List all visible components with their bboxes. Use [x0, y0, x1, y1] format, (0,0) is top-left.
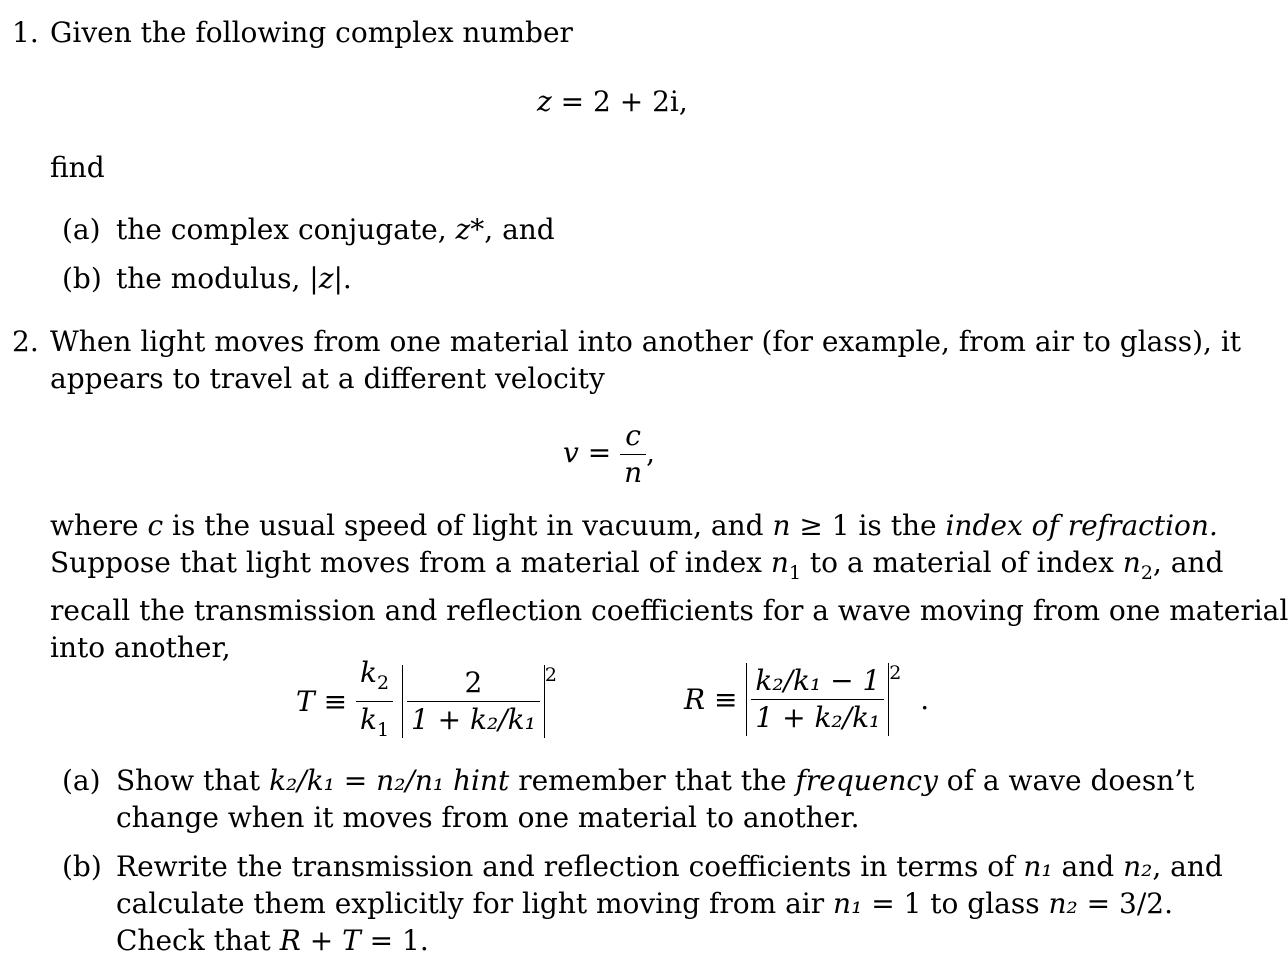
comma: ,	[646, 436, 656, 469]
text: Check that	[116, 924, 280, 957]
text: and	[1052, 850, 1124, 883]
denominator: 1 + k₂/k₁	[410, 703, 536, 736]
problem-2-number: 2.	[12, 325, 39, 358]
equiv: ≡	[323, 685, 348, 718]
k-ratio	[356, 655, 393, 748]
text-line: appears to travel at a different velocity	[50, 362, 605, 395]
text: of a wave doesn’t	[937, 764, 1195, 797]
numerator: 2	[407, 665, 540, 702]
abs-bars	[402, 665, 545, 738]
exponent: 2	[889, 662, 902, 684]
T: T	[296, 685, 315, 718]
text-line	[116, 762, 1195, 799]
text: remember that the	[509, 764, 796, 797]
fraction	[620, 418, 646, 491]
text-line: into another,	[50, 631, 231, 664]
math: n₂	[1048, 887, 1078, 920]
fraction	[751, 663, 884, 736]
abs-bars	[746, 663, 889, 736]
p2-part-b-text	[116, 848, 1223, 959]
p1-part-b-text	[116, 260, 352, 297]
denominator	[356, 702, 393, 748]
k: k	[359, 703, 377, 736]
text: the complex conjugate,	[116, 213, 456, 246]
text: calculate them explicitly for light moving from air	[116, 887, 834, 920]
text: , and	[484, 213, 555, 246]
math: n₂/n₁	[376, 764, 445, 797]
subscript: 2	[376, 672, 390, 694]
subscript: 2	[1140, 562, 1153, 584]
problem-1-equation	[537, 83, 688, 120]
math: n	[770, 546, 789, 579]
text: = 3/2.	[1077, 887, 1174, 920]
velocity-equation	[563, 418, 655, 491]
numerator	[356, 655, 393, 702]
p1-part-a-label: (a)	[62, 213, 101, 246]
math: n₁	[833, 887, 863, 920]
emphasis: index of refraction.	[945, 509, 1218, 542]
text-line	[50, 507, 1218, 544]
p2-part-a-label: (a)	[62, 764, 101, 797]
v: v	[563, 436, 579, 469]
subscript: 1	[788, 562, 802, 584]
text-line	[116, 848, 1223, 885]
problem-1-intro: Given the following complex number	[50, 16, 573, 49]
numerator: k₂/k₁ − 1	[751, 663, 884, 700]
problem-2-intro	[50, 323, 1242, 397]
denominator: 1 + k₂/k₁	[755, 701, 881, 734]
text-line: When light moves from one material into another (for example, from air to glass), it	[50, 325, 1242, 358]
math: R + T	[279, 924, 361, 957]
text: the modulus,	[116, 262, 310, 295]
problem-1-find: find	[50, 151, 105, 184]
text-line	[50, 544, 1224, 592]
equiv: ≡	[714, 683, 738, 716]
numerator: c	[620, 418, 646, 455]
math: c	[147, 509, 164, 542]
text: to a material of index	[801, 546, 1123, 579]
text: = 1	[862, 887, 922, 920]
math: n	[1122, 546, 1141, 579]
text: Rewrite the transmission and reflection coefficients in terms of	[116, 850, 1024, 883]
R: R	[684, 683, 706, 716]
math: z*	[455, 213, 485, 246]
math: n₂	[1123, 850, 1153, 883]
text: .	[342, 262, 352, 295]
exponent: 2	[544, 664, 557, 686]
math: |z|	[309, 262, 343, 295]
math: k₂/k₁	[269, 764, 335, 797]
text: Suppose that light moves from a material of index	[50, 546, 771, 579]
text: = 1.	[360, 924, 429, 957]
emphasis: hint	[444, 764, 510, 797]
subscript: 1	[376, 719, 390, 741]
p1-part-a-text	[116, 211, 555, 248]
k: k	[359, 656, 377, 689]
text: =	[334, 764, 377, 797]
text: Show that	[116, 764, 270, 797]
equals: =	[587, 436, 612, 469]
text-line: recall the transmission and reflection coefficients for a wave moving from one material	[50, 594, 1288, 627]
text: where	[50, 509, 148, 542]
transmission-equation	[296, 655, 557, 748]
text: ≥ 1 is the	[790, 509, 946, 542]
text-line: change when it moves from one material to another.	[116, 801, 860, 834]
p2-part-a-text	[116, 762, 1195, 836]
eq-rhs: = 2 + 2i,	[560, 85, 688, 118]
p2-part-b-label: (b)	[62, 850, 102, 883]
eq-lhs: z	[537, 85, 552, 118]
fraction	[407, 665, 540, 738]
problem-1-number: 1.	[12, 16, 39, 49]
text-line	[116, 922, 1168, 959]
problem-2-paragraph	[50, 507, 1288, 666]
math: n	[772, 509, 791, 542]
period: .	[920, 683, 930, 716]
text: , and	[1152, 546, 1224, 579]
math: n₁	[1023, 850, 1053, 883]
denominator: n	[624, 456, 643, 489]
reflection-equation	[684, 655, 929, 736]
text: is the usual speed of light in vacuum, and	[163, 509, 773, 542]
p1-part-b-label: (b)	[62, 262, 102, 295]
text-line	[116, 885, 1174, 922]
text: to glass	[921, 887, 1049, 920]
text: , and	[1152, 850, 1223, 883]
emphasis: frequency	[795, 764, 938, 797]
